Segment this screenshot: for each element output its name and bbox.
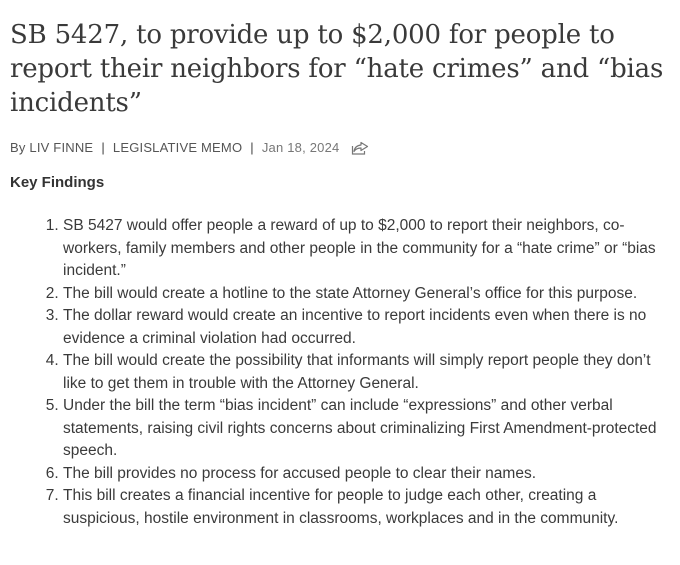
article-meta bbox=[10, 140, 670, 155]
byline: By LIV FINNE bbox=[10, 140, 94, 155]
list-item: 5. Under the bill the term “bias incident” can include “expressions” and other verbal statements, raising civil rights concerns about criminalizing First Amendment-protected speech. bbox=[63, 395, 670, 463]
page-title: SB 5427, to provide up to $2,000 for people to report their neighbors for “hate crimes” and “bias incidents” bbox=[10, 20, 664, 118]
list-item: 7. This bill creates a financial incentive for people to judge each other, creating a suspicious, hostile environment in classrooms, workplaces and in the community. bbox=[63, 485, 670, 530]
list-item: 4. The bill would create the possibility that informants will simply report people they don’t like to get them in trouble with the Attorney General. bbox=[63, 350, 670, 395]
list-item: 3. The dollar reward would create an incentive to report incidents even when there is no evidence a criminal violation had occurred. bbox=[63, 305, 670, 350]
share-icon[interactable] bbox=[351, 141, 369, 155]
key-findings-list bbox=[10, 215, 670, 530]
key-findings-heading: Key Findings bbox=[10, 174, 105, 191]
list-item: 6. The bill provides no process for accused people to clear their names. bbox=[63, 463, 670, 486]
meta-separator: | bbox=[250, 140, 254, 155]
category-link[interactable]: LEGISLATIVE MEMO bbox=[112, 140, 243, 155]
list-item: 2. The bill would create a hotline to the state Attorney General’s office for this purpose. bbox=[63, 283, 670, 306]
publish-date: Jan 18, 2024 bbox=[261, 140, 340, 155]
meta-separator: | bbox=[101, 140, 105, 155]
share-icon-graphic bbox=[351, 141, 369, 155]
list-item: 1. SB 5427 would offer people a reward of up to $2,000 to report their neighbors, co-workers, family members and other people in the community for a “hate crime” or “bias incident.” bbox=[63, 215, 670, 283]
